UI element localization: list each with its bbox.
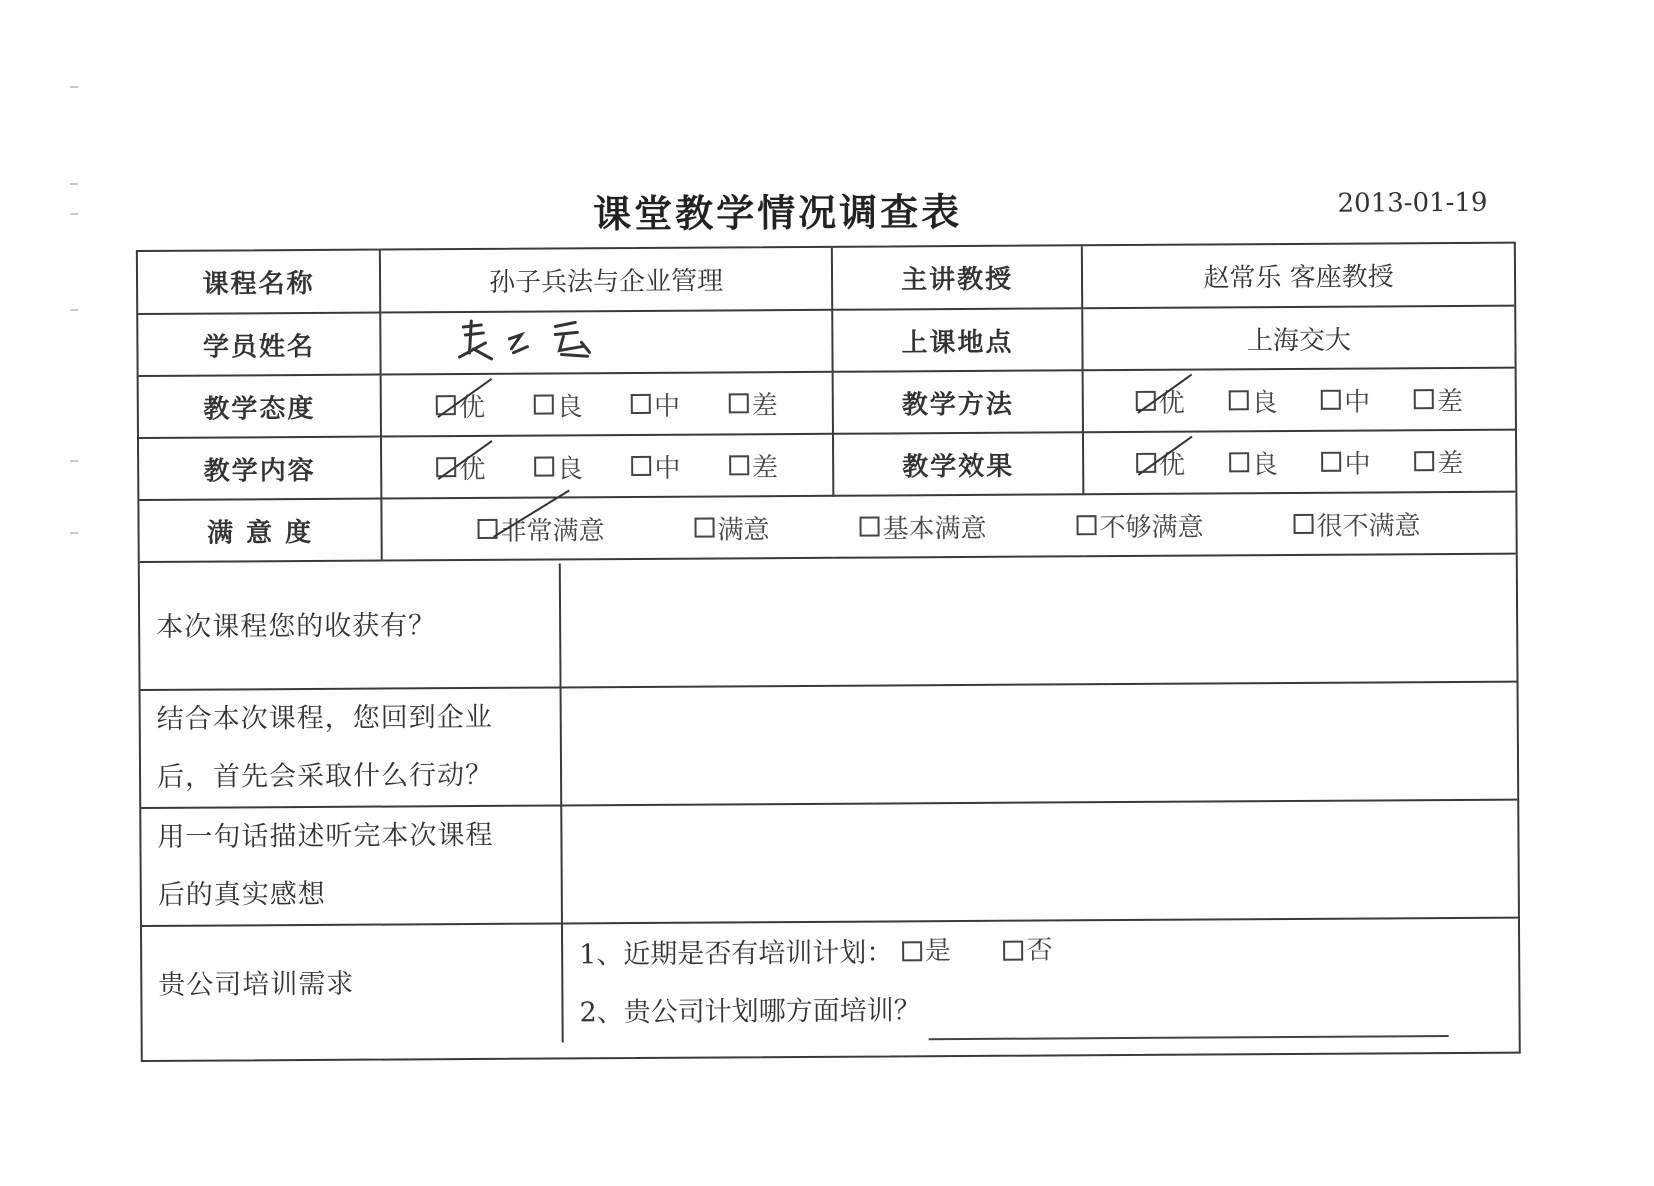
checkbox-icon <box>1414 389 1434 409</box>
checkbox-icon <box>1321 452 1341 472</box>
checkbox-icon <box>1321 390 1341 410</box>
checkmark-icon <box>1136 430 1188 480</box>
effect-options <box>1083 430 1515 495</box>
method-option-excellent[interactable]: 优 <box>1136 382 1185 419</box>
satisfaction-option-very-unsatisfied[interactable]: 很不满意 <box>1293 505 1420 543</box>
action-question-line2: 后，首先会采取什么行动？ <box>156 759 494 793</box>
gain-row <box>140 558 1517 690</box>
satisfaction-label: 满 意 度 <box>139 499 381 562</box>
checkbox-icon <box>859 517 879 537</box>
checkbox-icon <box>533 395 553 415</box>
survey-form <box>136 242 1521 1062</box>
training-plan-question: 1、近期是否有培训计划： 是 否 <box>579 919 1502 985</box>
method-option-good[interactable]: 良 <box>1228 382 1277 419</box>
action-question <box>141 687 562 808</box>
student-name-field[interactable] <box>380 310 832 375</box>
content-row <box>139 430 1515 500</box>
checkbox-icon <box>728 393 748 413</box>
instructor-label: 主讲教授 <box>832 246 1082 310</box>
checkbox-icon <box>1414 451 1434 471</box>
checkbox-icon <box>694 518 714 538</box>
feeling-question <box>141 805 562 926</box>
checkbox-icon <box>1003 941 1023 961</box>
satisfaction-option-not-satisfied[interactable]: 不够满意 <box>1076 506 1203 544</box>
instructor-value[interactable]: 赵常乐 客座教授 <box>1082 244 1514 309</box>
satisfaction-option-satisfied[interactable]: 满意 <box>694 509 769 546</box>
checkbox-icon <box>631 394 651 414</box>
attitude-label: 教学态度 <box>139 375 381 438</box>
satisfaction-option-basically-satisfied[interactable]: 基本满意 <box>859 507 986 545</box>
feeling-question-line2: 后的真实感想 <box>157 878 326 911</box>
training-no-option[interactable]: 否 <box>1003 921 1052 979</box>
content-label: 教学内容 <box>139 437 381 500</box>
training-yes-option[interactable]: 是 <box>902 922 951 980</box>
training-area-question: 2、贵公司计划哪方面培训？ <box>579 979 1502 1043</box>
attitude-option-excellent[interactable]: 优 <box>436 386 485 423</box>
student-name-label: 学员姓名 <box>138 313 380 376</box>
attitude-options <box>381 372 833 437</box>
content-option-good[interactable]: 良 <box>534 448 583 485</box>
attitude-option-good[interactable]: 良 <box>533 386 582 423</box>
checkbox-icon <box>1293 514 1313 534</box>
effect-option-poor[interactable]: 差 <box>1414 442 1463 479</box>
effect-option-excellent[interactable]: 优 <box>1136 444 1185 481</box>
feeling-row <box>141 800 1518 926</box>
checkbox-icon <box>631 456 651 476</box>
satisfaction-row <box>139 492 1515 562</box>
checkbox-icon <box>1229 452 1249 472</box>
form-title: 课堂教学情况调查表 <box>592 190 963 237</box>
checkmark-icon <box>436 434 488 484</box>
feeling-answer-field[interactable] <box>561 800 1518 924</box>
training-answers <box>562 918 1519 1043</box>
satisfaction-options <box>381 492 1515 561</box>
training-row <box>142 918 1519 1045</box>
content-option-fair[interactable]: 中 <box>631 447 680 484</box>
training-label: 贵公司培训需求 <box>142 923 563 1045</box>
satisfaction-option-very-satisfied[interactable]: 非常满意 <box>477 510 604 548</box>
method-option-poor[interactable]: 差 <box>1414 380 1463 417</box>
student-row <box>138 306 1514 376</box>
checkbox-icon <box>729 455 749 475</box>
checkbox-icon <box>1228 390 1248 410</box>
attitude-option-fair[interactable]: 中 <box>631 385 680 422</box>
training-area-input[interactable] <box>929 1005 1449 1040</box>
location-value[interactable]: 上海交大 <box>1082 306 1514 371</box>
method-label: 教学方法 <box>833 370 1083 434</box>
content-options <box>381 434 833 499</box>
effect-option-good[interactable]: 良 <box>1229 444 1278 481</box>
course-row <box>138 244 1514 314</box>
handwritten-signature <box>451 312 611 373</box>
gain-question: 本次课程您的收获有？ <box>140 563 561 690</box>
checkbox-icon <box>1076 515 1096 535</box>
method-option-fair[interactable]: 中 <box>1321 381 1370 418</box>
action-answer-field[interactable] <box>561 682 1518 806</box>
checkbox-icon <box>534 457 554 477</box>
method-options <box>1083 368 1515 433</box>
content-option-poor[interactable]: 差 <box>729 447 778 484</box>
checkmark-icon <box>477 490 557 540</box>
action-question-line1: 结合本次课程，您回到企业 <box>156 701 493 735</box>
info-table <box>138 244 1516 563</box>
content-option-excellent[interactable]: 优 <box>436 448 485 485</box>
action-row <box>141 682 1518 808</box>
checkmark-icon <box>1135 368 1187 418</box>
course-name-label: 课程名称 <box>138 251 380 314</box>
questions-table <box>140 558 1519 1045</box>
checkmark-icon <box>436 372 488 422</box>
attitude-option-poor[interactable]: 差 <box>728 385 777 422</box>
form-date: 2013-01-19 <box>1337 187 1488 219</box>
feeling-question-line1: 用一句话描述听完本次课程 <box>157 819 494 853</box>
location-label: 上课地点 <box>832 308 1082 372</box>
course-name-value[interactable]: 孙子兵法与企业管理 <box>380 248 832 313</box>
effect-option-fair[interactable]: 中 <box>1321 443 1370 480</box>
attitude-row <box>139 368 1515 438</box>
gain-answer-field[interactable] <box>560 558 1517 688</box>
effect-label: 教学效果 <box>833 432 1083 496</box>
checkbox-icon <box>902 941 922 961</box>
